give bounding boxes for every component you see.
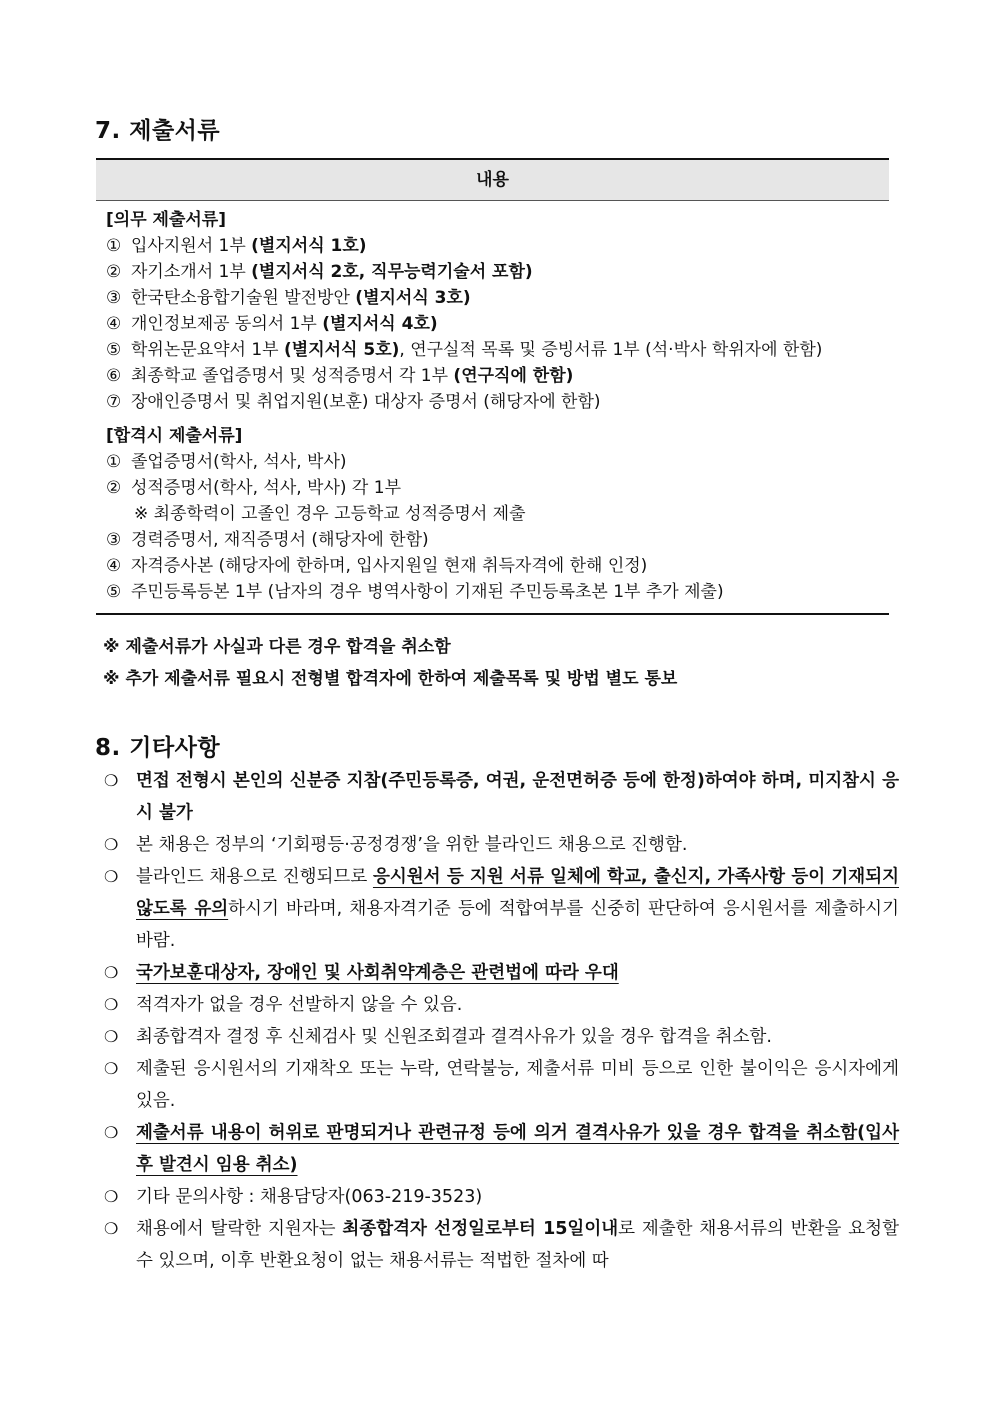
- mandatory-doc-item: [106, 259, 889, 285]
- table-body: [96, 201, 889, 615]
- item-form-ref: (별지서식 5호): [284, 340, 400, 360]
- etc-item: [104, 829, 899, 861]
- item-text: 자기소개서 1부: [131, 262, 252, 282]
- etc-item: [104, 1117, 899, 1181]
- on-pass-doc-item: [106, 579, 889, 605]
- circle-bullet-icon: ❍: [104, 995, 119, 1014]
- circle-bullet-icon: ❍: [104, 835, 119, 854]
- etc-item-text: [136, 1213, 899, 1277]
- item-text: 입사지원서 1부: [131, 236, 252, 256]
- item-text-rest: , 연구실적 목록 및 증빙서류 1부 (석·박사 학위자에 한함): [399, 340, 823, 360]
- etc-item-text: [136, 765, 899, 829]
- text-part: 로 제출한 채용서류의 반환을 요청할 수 있으며, 이후 반환요청이 없는 채용서류는 적법한 절차에 따: [136, 1219, 899, 1271]
- section7-title: 7. 제출서류: [95, 118, 221, 144]
- etc-item: [104, 1213, 899, 1277]
- circle-bullet-icon: ❍: [104, 1059, 119, 1078]
- item-number: ②: [106, 478, 122, 498]
- item-form-ref: (별지서식 1호): [251, 236, 367, 256]
- etc-item: [104, 1053, 899, 1117]
- etc-item-text: [136, 1053, 899, 1117]
- etc-item: [104, 957, 899, 989]
- circle-bullet-icon: ❍: [104, 1123, 119, 1142]
- text-bold-underline: 제출서류 내용이 허위로 판명되거나 관련규정 등에 의거 결격사유가 있을 경우 합격을 취소함(입사 후 발견시 임용 취소): [136, 1123, 899, 1175]
- circle-bullet-icon: ❍: [104, 867, 119, 886]
- on-pass-doc-item: [106, 553, 889, 579]
- item-number: ④: [106, 556, 122, 576]
- circle-bullet-icon: ❍: [104, 1027, 119, 1046]
- on-pass-doc-item: [106, 475, 889, 501]
- item-form-ref: (연구직에 한함): [453, 366, 574, 386]
- etc-item: [104, 989, 899, 1021]
- text-part: 본 채용은 정부의 ‘기회평등·공정경쟁’을 위한 블라인드 채용으로 진행함.: [136, 835, 688, 855]
- item-number: ⑥: [106, 366, 122, 386]
- text-part: 제출된 응시원서의 기재착오 또는 누락, 연락불능, 제출서류 미비 등으로 인한 불이익은 응시자에게 있음.: [136, 1059, 899, 1111]
- circle-bullet-icon: ❍: [104, 1219, 119, 1238]
- on-pass-doc-item: [106, 527, 889, 553]
- text-part: 채용에서 탈락한 지원자는: [136, 1219, 343, 1239]
- text-bold: 최종합격자 선정일로부터 15일이내: [342, 1219, 619, 1239]
- text-part: 하시기 바라며, 채용자격기준 등에 적합여부를 신중히 판단하여 응시원서를 제출하시기 바람.: [136, 899, 899, 951]
- on-pass-doc-note: [106, 501, 889, 527]
- text-part: 적격자가 없을 경우 선발하지 않을 수 있음.: [136, 995, 463, 1015]
- item-number: ④: [106, 314, 122, 334]
- section8-title: 8. 기타사항: [95, 735, 221, 761]
- mandatory-doc-item: [106, 285, 889, 311]
- item-text: 학위논문요약서 1부: [131, 340, 284, 360]
- item-number: ⑦: [106, 392, 122, 412]
- item-number: ①: [106, 452, 122, 472]
- etc-item: [104, 765, 899, 829]
- warning-note-1: ※ 제출서류가 사실과 다른 경우 합격을 취소함: [103, 637, 451, 657]
- item-text: 성적증명서(학사, 석사, 박사) 각 1부: [131, 478, 401, 498]
- text-bold-underline: 응시원서 등 지원 서류 일체에 학교, 출신지, 가족사항 등이 기재되지 않도록 유의: [136, 867, 900, 919]
- item-text: 개인정보제공 동의서 1부: [131, 314, 323, 334]
- item-number: ①: [106, 236, 122, 256]
- etc-item-text: [136, 1117, 899, 1181]
- item-text: 주민등록등본 1부 (남자의 경우 병역사항이 기재된 주민등록초본 1부 추가 제출): [131, 582, 724, 602]
- circle-bullet-icon: ❍: [104, 771, 119, 790]
- mandatory-docs-list: [106, 233, 889, 415]
- item-form-ref: (별지서식 3호): [355, 288, 471, 308]
- etc-item-text: [136, 957, 899, 989]
- item-number: ⑤: [106, 340, 122, 360]
- etc-item-text: [136, 1021, 899, 1053]
- item-text: 한국탄소융합기술원 발전방안: [131, 288, 356, 308]
- item-number: ③: [106, 288, 122, 308]
- etc-item: [104, 861, 899, 957]
- mandatory-doc-item: [106, 363, 889, 389]
- documents-table: [96, 158, 889, 615]
- item-text: 졸업증명서(학사, 석사, 박사): [131, 452, 347, 472]
- etc-item-text: [136, 989, 899, 1021]
- mandatory-doc-item: [106, 337, 889, 363]
- mandatory-doc-item: [106, 233, 889, 259]
- mandatory-docs-title: [의무 제출서류]: [106, 210, 226, 230]
- etc-item-text: [136, 861, 899, 957]
- text-part: 기타 문의사항 : 채용담당자(063-219-3523): [136, 1187, 483, 1207]
- etc-item: [104, 1181, 899, 1213]
- table-header: 내용: [96, 158, 889, 201]
- item-form-ref: (별지서식 2호, 직무능력기술서 포함): [251, 262, 533, 282]
- item-text: 경력증명서, 재직증명서 (해당자에 한함): [131, 530, 429, 550]
- mandatory-doc-item: [106, 389, 889, 415]
- item-number: ⑤: [106, 582, 122, 602]
- etc-item-text: [136, 1181, 899, 1213]
- item-number: ③: [106, 530, 122, 550]
- item-number: ②: [106, 262, 122, 282]
- item-form-ref: (별지서식 4호): [322, 314, 438, 334]
- on-pass-docs-title: [합격시 제출서류]: [106, 426, 243, 446]
- text-part: 블라인드 채용으로 진행되므로: [136, 867, 373, 887]
- on-pass-docs-list: [106, 449, 889, 605]
- warning-note-2: ※ 추가 제출서류 필요시 전형별 합격자에 한하여 제출목록 및 방법 별도 통보: [103, 669, 678, 689]
- mandatory-doc-item: [106, 311, 889, 337]
- item-text: 최종학교 졸업증명서 및 성적증명서 각 1부: [131, 366, 454, 386]
- etc-item-text: [136, 829, 899, 861]
- text-bold-underline: 국가보훈대상자, 장애인 및 사회취약계층은 관련법에 따라 우대: [136, 963, 619, 983]
- item-text: 자격증사본 (해당자에 한하며, 입사지원일 현재 취득자격에 한해 인정): [131, 556, 648, 576]
- on-pass-doc-item: [106, 449, 889, 475]
- etc-items-list: [104, 765, 899, 1277]
- text-part: 최종합격자 결정 후 신체검사 및 신원조회결과 결격사유가 있을 경우 합격을 취소함.: [136, 1027, 772, 1047]
- item-text: 장애인증명서 및 취업지원(보훈) 대상자 증명서 (해당자에 한함): [131, 392, 601, 412]
- etc-item: [104, 1021, 899, 1053]
- text-bold: 면접 전형시 본인의 신분증 지참(주민등록증, 여권, 운전면허증 등에 한정)하여야 하며, 미지참시 응시 불가: [136, 771, 899, 823]
- circle-bullet-icon: ❍: [104, 963, 119, 982]
- circle-bullet-icon: ❍: [104, 1187, 119, 1206]
- item-text: ※ 최종학력이 고졸인 경우 고등학교 성적증명서 제출: [134, 504, 526, 524]
